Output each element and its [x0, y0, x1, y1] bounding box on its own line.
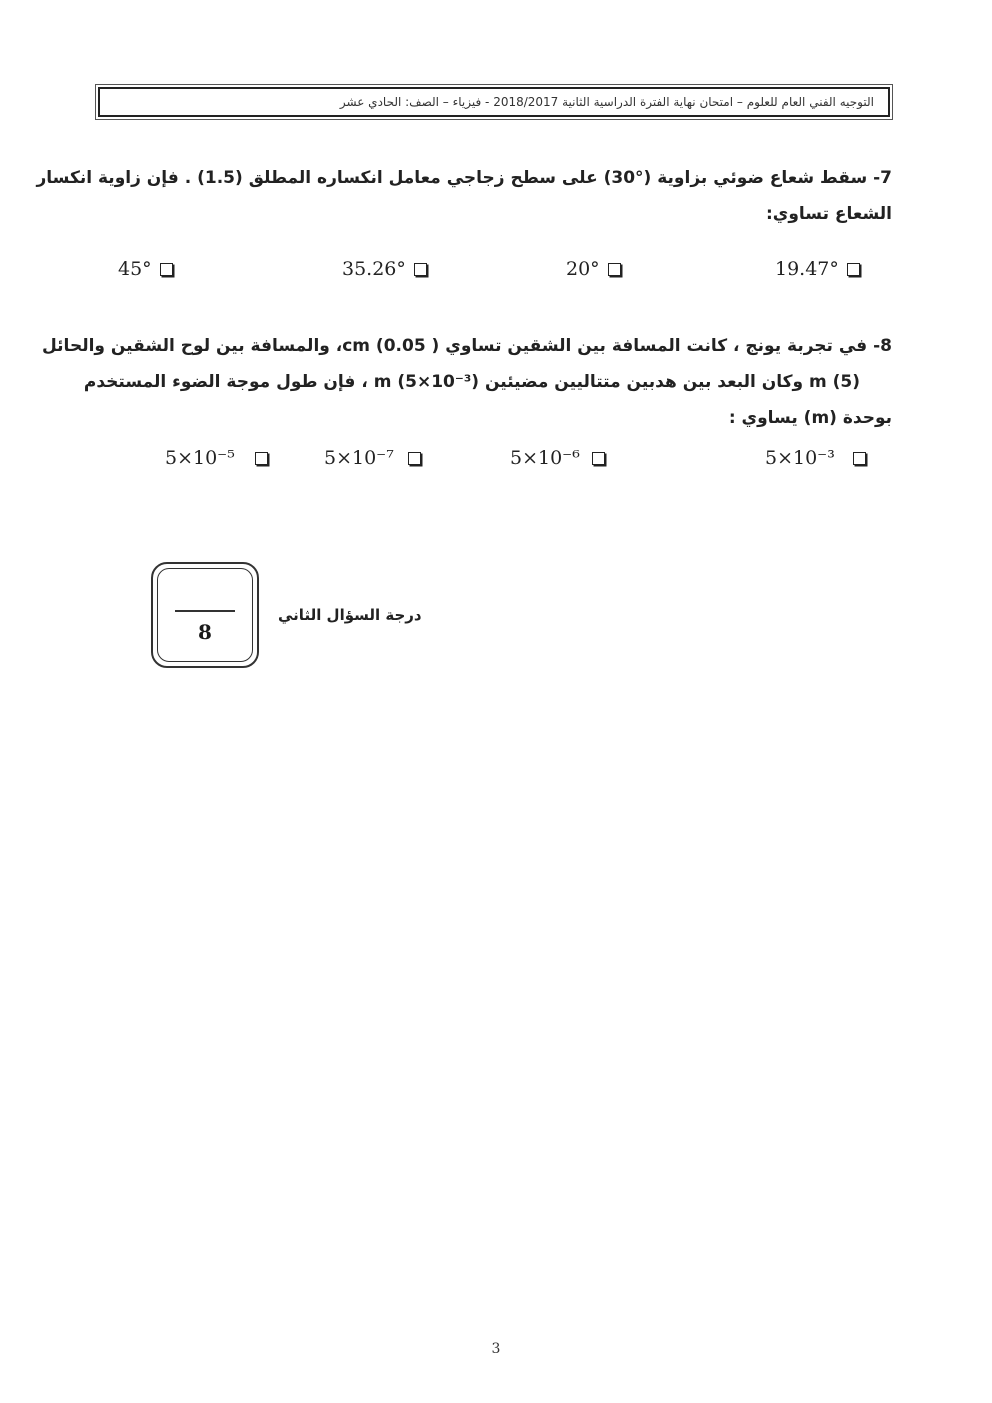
page-number: 3 — [491, 1341, 501, 1357]
question-7-option-4[interactable] — [775, 258, 860, 280]
question-7-option-3[interactable] — [566, 258, 621, 280]
checkbox-icon[interactable] — [853, 452, 866, 465]
checkbox-icon[interactable] — [847, 263, 860, 276]
question-7-line-1: 7- سقط شعاع ضوئي بزاوية (°30) على سطح زجاجي معامل انكساره المطلق (1.5) . فإن زاوية انكسار — [36, 168, 892, 188]
checkbox-icon[interactable] — [408, 452, 421, 465]
question-8-line-1: 8- في تجربة يونج ، كانت المسافة بين الشقين تساوي cm (0.05 )، والمسافة بين لوح الشقين والحائل — [42, 336, 892, 356]
checkbox-icon[interactable] — [255, 452, 268, 465]
question-8-line-3: بوحدة (m) يساوي : — [728, 408, 892, 428]
option-label: 5×10⁻³ — [765, 447, 835, 469]
score-box — [151, 562, 259, 668]
question-8-options — [0, 447, 992, 477]
question-8-line-2: m (5) وكان البعد بين هدبين متتاليين مضيئين m (5×10⁻³) ، فإن طول موجة الضوء المستخدم — [83, 372, 860, 392]
option-label: 5×10⁻⁵ — [165, 447, 235, 469]
question-8-option-1[interactable] — [165, 447, 268, 469]
question-8-option-3[interactable] — [510, 447, 605, 469]
question-7-option-1[interactable] — [118, 258, 173, 280]
checkbox-icon[interactable] — [160, 263, 173, 276]
checkbox-icon[interactable] — [608, 263, 621, 276]
question-7 — [36, 160, 892, 232]
score-box-inner-border — [157, 568, 253, 662]
question-7-option-2[interactable] — [342, 258, 427, 280]
exam-header-text: التوجيه الفني العام للعلوم – امتحان نهاية الفترة الدراسية الثانية 2018/2017 - فيزياء – الصف: الحادي عشر — [339, 95, 874, 109]
score-label: درجة السؤال الثاني — [278, 606, 422, 624]
option-label: 20° — [566, 258, 600, 280]
option-label: 5×10⁻⁶ — [510, 447, 580, 469]
option-label: 5×10⁻⁷ — [324, 447, 394, 469]
question-7-options — [0, 258, 992, 288]
question-7-line-2: الشعاع تساوي: — [765, 204, 892, 224]
option-label: 35.26° — [342, 258, 406, 280]
question-8-option-2[interactable] — [324, 447, 421, 469]
option-label: 45° — [118, 258, 152, 280]
question-8-option-4[interactable] — [765, 447, 866, 469]
exam-header — [98, 87, 890, 117]
checkbox-icon[interactable] — [592, 452, 605, 465]
question-8 — [42, 328, 892, 436]
score-denominator: 8 — [198, 620, 212, 644]
checkbox-icon[interactable] — [414, 263, 427, 276]
score-fraction-line — [175, 610, 235, 612]
option-label: 19.47° — [775, 258, 839, 280]
